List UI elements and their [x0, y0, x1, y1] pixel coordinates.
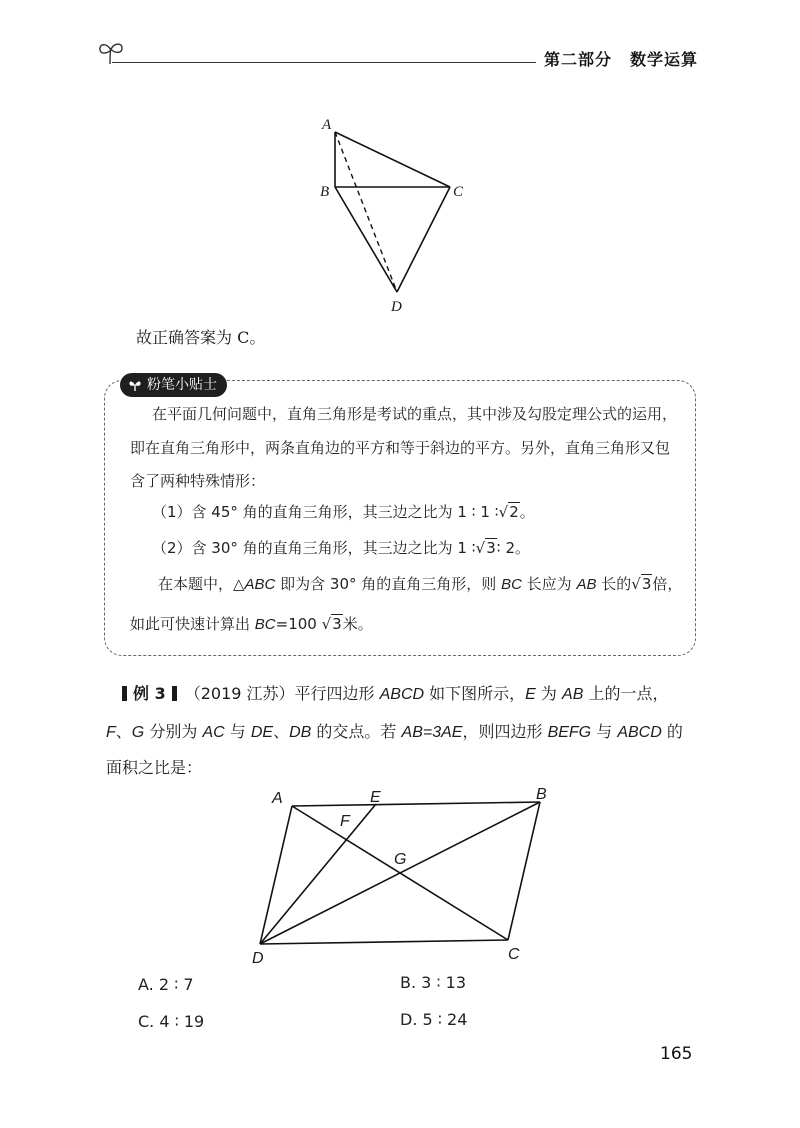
example-line-3: 面积之比是： — [106, 758, 203, 777]
label-d: D — [252, 950, 264, 967]
header-rule — [112, 62, 536, 63]
conclusion: 故正确答案为 C。 — [136, 328, 266, 347]
sqrt-3: √3 — [631, 575, 652, 593]
example-line-1: 例 3 （2019 江苏）平行四边形 ABCD 如下图所示，E 为 AB 上的一点， — [122, 684, 668, 705]
figure-tetrahedron — [300, 110, 480, 320]
sqrt-2: √2 — [498, 503, 519, 521]
label-f: F — [340, 813, 350, 830]
label-b: B — [536, 786, 547, 803]
tip-line-7: 如此可快速计算出 BC=100 √3米。 — [130, 615, 373, 633]
sprout-icon — [128, 378, 142, 392]
label-d: D — [391, 299, 402, 315]
tip-case-2: （2）含 30° 角的直角三角形，其三边之比为 1 ∶√3∶ 2。 — [152, 539, 530, 557]
example-line-2: F、G 分别为 AC 与 DE、DB 的交点。若 AB=3AE，则四边形 BEFG 与 ABCD 的 — [106, 722, 683, 741]
label-a: A — [272, 790, 283, 807]
example-marker-left — [122, 686, 127, 701]
edge-ac — [335, 132, 450, 187]
edge-cd — [260, 940, 508, 944]
label-a: A — [322, 117, 332, 133]
tip-case-1: （1）含 45° 角的直角三角形，其三边之比为 1 ∶ 1 ∶√2。 — [152, 503, 535, 521]
sqrt-3: √3 — [475, 539, 496, 557]
edge-ab — [292, 802, 540, 806]
choice-b: B. 3 ∶ 13 — [400, 973, 467, 992]
header-section: 数学运算 — [630, 50, 699, 69]
tip-line-3: 含了两种特殊情形： — [130, 472, 266, 490]
label-c: C — [453, 184, 464, 200]
diagonal-db — [260, 802, 540, 944]
label-e: E — [370, 789, 381, 806]
tip-line-1: 在平面几何问题中，直角三角形是考试的重点，其中涉及勾股定理公式的运用， — [152, 405, 678, 423]
header-title — [544, 47, 698, 70]
example-marker-right — [172, 686, 177, 701]
choice-d: D. 5 ∶ 24 — [400, 1010, 468, 1029]
label-g: G — [394, 851, 407, 868]
label-b: B — [320, 184, 330, 200]
edge-ad-hidden — [335, 132, 397, 292]
example-label: 例 3 — [133, 684, 166, 703]
tip-line-6: 在本题中，△ABC 即为含 30° 角的直角三角形，则 BC 长应为 AB 长的√3倍， — [158, 575, 683, 593]
tip-badge — [120, 373, 227, 397]
choice-c: C. 4 ∶ 19 — [138, 1012, 205, 1031]
label-c: C — [508, 946, 520, 963]
choice-a: A. 2 ∶ 7 — [138, 975, 194, 994]
page-number: 165 — [660, 1044, 693, 1064]
tip-title: 粉笔小贴士 — [147, 377, 217, 393]
edge-bc — [508, 802, 540, 940]
edge-cd — [397, 187, 450, 292]
sqrt-3: √3 — [321, 615, 342, 633]
edge-bd — [335, 187, 397, 292]
figure-parallelogram — [250, 782, 550, 970]
edge-da — [260, 806, 292, 944]
header-part: 第二部分 — [544, 50, 613, 69]
segment-de — [260, 804, 376, 944]
tip-line-2: 即在直角三角形中，两条直角边的平方和等于斜边的平方。另外，直角三角形又包 — [130, 439, 671, 457]
